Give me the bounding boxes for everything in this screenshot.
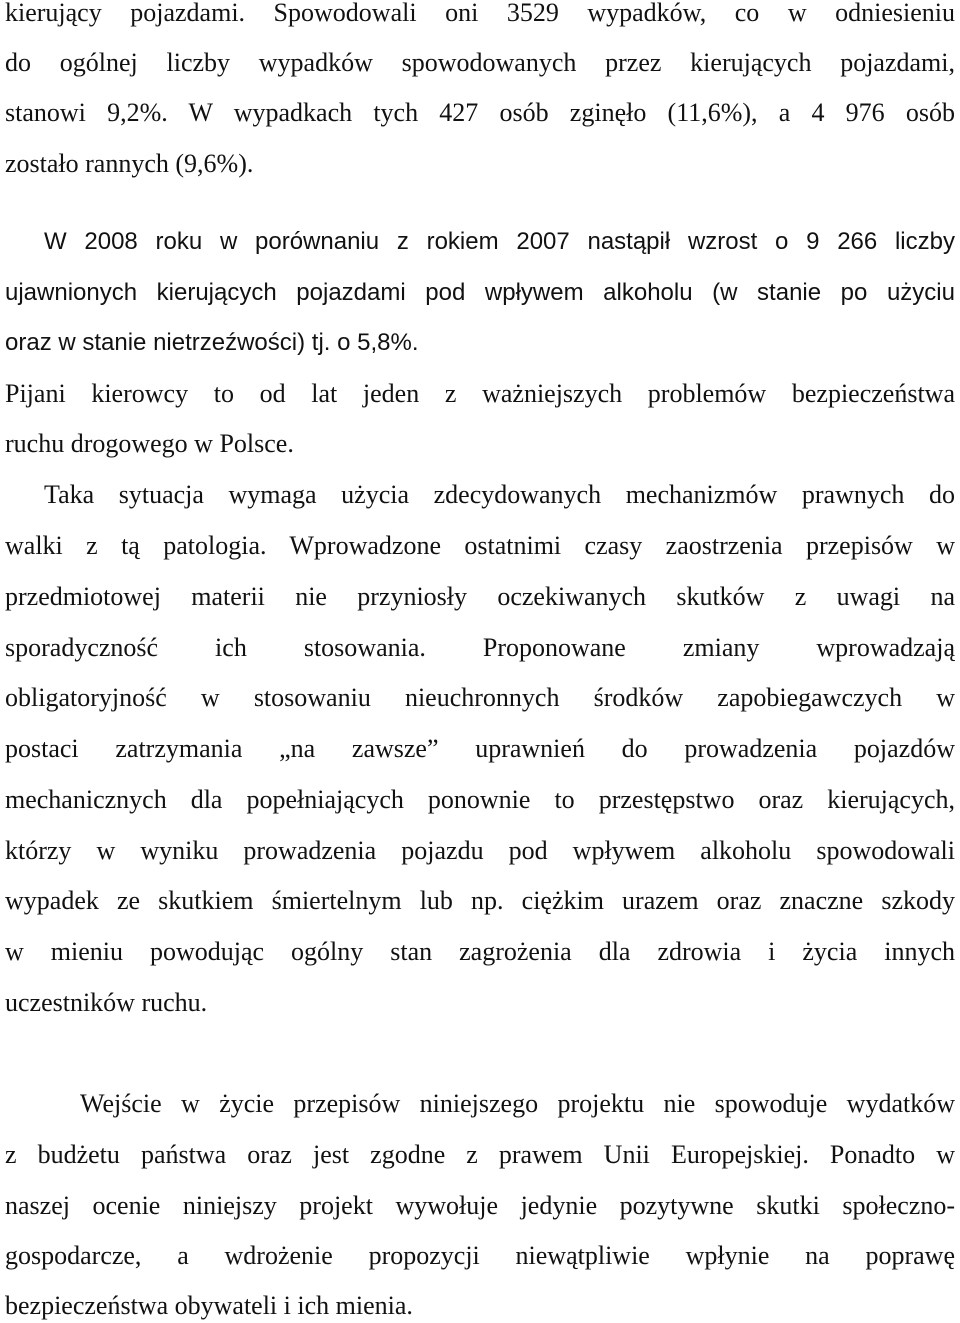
text-line: walki z tą patologia. Wprowadzone ostatnimi czasy zaostrzenia przepisów w <box>5 531 955 560</box>
text-line: bezpieczeństwa obywateli i ich mienia. <box>5 1291 413 1320</box>
text-line: przedmiotowej materii nie przyniosły oczekiwanych skutków z uwagi na <box>5 582 955 611</box>
text-line: Pijani kierowcy to od lat jeden z ważniejszych problemów bezpieczeństwa <box>5 379 955 408</box>
text-line: mechanicznych dla popełniających ponownie to przestępstwo oraz kierujących, <box>5 785 955 814</box>
text-line: którzy w wyniku prowadzenia pojazdu pod wpływem alkoholu spowodowali <box>5 836 955 865</box>
text-line: uczestników ruchu. <box>5 988 208 1017</box>
text-line: kierujący pojazdami. Spowodowali oni 3529 wypadków, co w odniesieniu <box>5 0 955 27</box>
text-line: postaci zatrzymania „na zawsze” uprawnień do prowadzenia pojazdów <box>5 734 955 763</box>
text-line: do ogólnej liczby wypadków spowodowanych przez kierujących pojazdami, <box>5 48 955 77</box>
text-line: sporadyczność ich stosowania. Proponowane zmiany wprowadzają <box>5 633 955 662</box>
text-line: Wejście w życie przepisów niniejszego projektu nie spowoduje wydatków <box>80 1089 955 1118</box>
text-line: w mieniu powodując ogólny stan zagrożenia dla zdrowia i życia innych <box>5 937 955 966</box>
text-line: zostało rannych (9,6%). <box>5 149 254 178</box>
text-line: stanowi 9,2%. W wypadkach tych 427 osób zginęło (11,6%), a 4 976 osób <box>5 98 955 127</box>
text-line: naszej ocenie niniejszy projekt wywołuje jedynie pozytywne skutki społeczno- <box>5 1191 955 1220</box>
text-line: wypadek ze skutkiem śmiertelnym lub np. ciężkim urazem oraz znaczne szkody <box>5 886 955 915</box>
text-line: Taka sytuacja wymaga użycia zdecydowanych mechanizmów prawnych do <box>44 480 955 509</box>
text-line: ujawnionych kierujących pojazdami pod wpływem alkoholu (w stanie po użyciu <box>5 279 955 306</box>
text-line: z budżetu państwa oraz jest zgodne z prawem Unii Europejskiej. Ponadto w <box>5 1140 955 1169</box>
text-line: W 2008 roku w porównaniu z rokiem 2007 nastąpił wzrost o 9 266 liczby <box>44 228 955 255</box>
text-line: obligatoryjność w stosowaniu nieuchronnych środków zapobiegawczych w <box>5 683 955 712</box>
text-line: ruchu drogowego w Polsce. <box>5 429 294 458</box>
text-line: oraz w stanie nietrzeźwości) tj. o 5,8%. <box>5 329 419 356</box>
text-line: gospodarcze, a wdrożenie propozycji niewątpliwie wpłynie na poprawę <box>5 1241 955 1270</box>
